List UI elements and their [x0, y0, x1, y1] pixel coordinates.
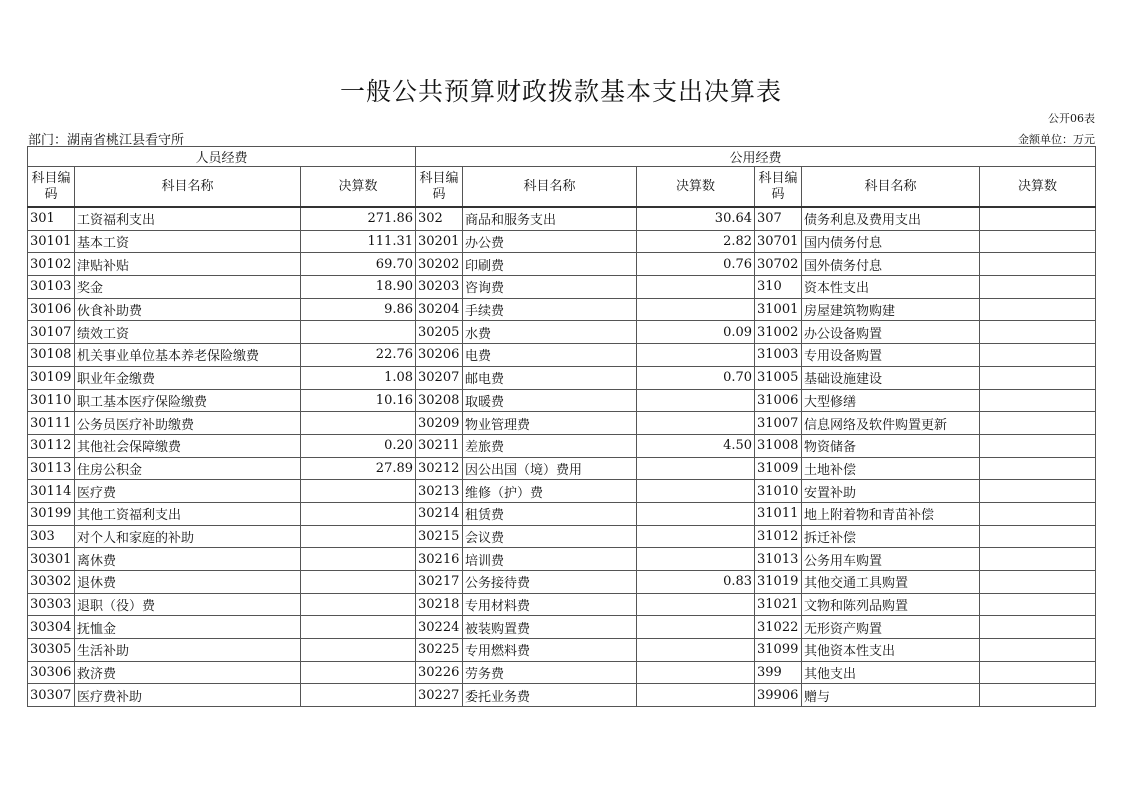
cell-name: 资本性支出: [802, 276, 980, 299]
cell-amount: 9.86: [301, 298, 416, 321]
cell-name: 救济费: [75, 661, 301, 684]
cell-code: 30701: [755, 230, 802, 253]
cell-code: 30112: [28, 434, 75, 457]
department-label: 部门：湖南省桃江县看守所: [28, 133, 185, 148]
cell-amount: [980, 571, 1096, 594]
cell-code: 30215: [416, 525, 463, 548]
cell-code: 30213: [416, 480, 463, 503]
cell-name: 绩效工资: [75, 321, 301, 344]
cell-code: 30202: [416, 253, 463, 276]
cell-name: 工资福利支出: [75, 207, 301, 230]
cell-name: 地上附着物和青苗补偿: [802, 502, 980, 525]
cell-amount: [980, 207, 1096, 230]
table-row: [28, 525, 1096, 548]
cell-code: 30305: [28, 639, 75, 662]
cell-code: 30107: [28, 321, 75, 344]
cell-name: 取暖费: [463, 389, 637, 412]
table-row: [28, 502, 1096, 525]
cell-amount: [980, 684, 1096, 707]
form-number: 公开06表: [1048, 112, 1095, 125]
cell-name: 租赁费: [463, 502, 637, 525]
cell-name: 其他工资福利支出: [75, 502, 301, 525]
cell-amount: [301, 571, 416, 594]
cell-name: 公务接待费: [463, 571, 637, 594]
cell-name: 房屋建筑物购建: [802, 298, 980, 321]
cell-amount: [980, 434, 1096, 457]
cell-name: 信息网络及软件购置更新: [802, 412, 980, 435]
cell-code: 30208: [416, 389, 463, 412]
cell-name: 医疗费: [75, 480, 301, 503]
cell-name: 专用材料费: [463, 593, 637, 616]
cell-name: 退休费: [75, 571, 301, 594]
table-row: [28, 571, 1096, 594]
cell-amount: 111.31: [301, 230, 416, 253]
table-row: [28, 684, 1096, 707]
cell-name: 因公出国（境）费用: [463, 457, 637, 480]
col-header-name: 科目名称: [463, 167, 637, 208]
cell-amount: 0.20: [301, 434, 416, 457]
cell-code: 30226: [416, 661, 463, 684]
cell-code: 30306: [28, 661, 75, 684]
cell-name: 对个人和家庭的补助: [75, 525, 301, 548]
cell-code: 31007: [755, 412, 802, 435]
cell-amount: [637, 616, 755, 639]
cell-amount: [980, 661, 1096, 684]
cell-code: 30206: [416, 344, 463, 367]
cell-name: 水费: [463, 321, 637, 344]
cell-code: 31011: [755, 502, 802, 525]
cell-code: 30227: [416, 684, 463, 707]
cell-amount: 1.08: [301, 366, 416, 389]
cell-code: 30301: [28, 548, 75, 571]
cell-code: 310: [755, 276, 802, 299]
cell-amount: [980, 593, 1096, 616]
cell-code: 30302: [28, 571, 75, 594]
cell-code: 31010: [755, 480, 802, 503]
cell-code: 30209: [416, 412, 463, 435]
cell-code: 31006: [755, 389, 802, 412]
cell-amount: [301, 684, 416, 707]
cell-amount: [301, 616, 416, 639]
cell-code: 30218: [416, 593, 463, 616]
cell-amount: [980, 639, 1096, 662]
cell-code: 31013: [755, 548, 802, 571]
col-header-amount: 决算数: [637, 167, 755, 208]
cell-code: 31001: [755, 298, 802, 321]
cell-name: 其他资本性支出: [802, 639, 980, 662]
cell-amount: [301, 639, 416, 662]
cell-name: 医疗费补助: [75, 684, 301, 707]
cell-amount: 0.70: [637, 366, 755, 389]
cell-code: 307: [755, 207, 802, 230]
cell-name: 维修（护）费: [463, 480, 637, 503]
table-row: [28, 661, 1096, 684]
cell-name: 专用设备购置: [802, 344, 980, 367]
cell-amount: [980, 548, 1096, 571]
cell-amount: [637, 684, 755, 707]
col-header-name: 科目名称: [75, 167, 301, 208]
cell-name: 无形资产购置: [802, 616, 980, 639]
cell-amount: 10.16: [301, 389, 416, 412]
col-header-code: 科目编码: [755, 167, 802, 208]
table-row: [28, 548, 1096, 571]
cell-name: 物资储备: [802, 434, 980, 457]
cell-amount: [301, 593, 416, 616]
table-row: [28, 366, 1096, 389]
cell-code: 30225: [416, 639, 463, 662]
cell-code: 30106: [28, 298, 75, 321]
table-row: [28, 276, 1096, 299]
cell-code: 30101: [28, 230, 75, 253]
table-row: [28, 207, 1096, 230]
cell-name: 办公设备购置: [802, 321, 980, 344]
cell-amount: 30.64: [637, 207, 755, 230]
cell-amount: [980, 366, 1096, 389]
table-row: [28, 344, 1096, 367]
expenditure-table: [27, 146, 1096, 707]
col-header-amount: 决算数: [980, 167, 1096, 208]
cell-name: 会议费: [463, 525, 637, 548]
col-header-name: 科目名称: [802, 167, 980, 208]
table-row: [28, 593, 1096, 616]
cell-amount: [637, 457, 755, 480]
cell-name: 被装购置费: [463, 616, 637, 639]
cell-code: 301: [28, 207, 75, 230]
cell-name: 机关事业单位基本养老保险缴费: [75, 344, 301, 367]
cell-name: 专用燃料费: [463, 639, 637, 662]
cell-code: 30702: [755, 253, 802, 276]
cell-name: 劳务费: [463, 661, 637, 684]
cell-code: 30216: [416, 548, 463, 571]
cell-name: 基础设施建设: [802, 366, 980, 389]
cell-code: 30214: [416, 502, 463, 525]
cell-name: 差旅费: [463, 434, 637, 457]
table-row: [28, 253, 1096, 276]
cell-name: 伙食补助费: [75, 298, 301, 321]
cell-code: 30217: [416, 571, 463, 594]
page-title: 一般公共预算财政拨款基本支出决算表: [339, 77, 782, 106]
cell-name: 基本工资: [75, 230, 301, 253]
cell-amount: [637, 276, 755, 299]
cell-amount: 0.09: [637, 321, 755, 344]
cell-amount: 271.86: [301, 207, 416, 230]
cell-amount: 22.76: [301, 344, 416, 367]
cell-amount: 27.89: [301, 457, 416, 480]
cell-name: 其他社会保障缴费: [75, 434, 301, 457]
cell-amount: [980, 321, 1096, 344]
cell-name: 手续费: [463, 298, 637, 321]
cell-amount: [637, 344, 755, 367]
cell-name: 债务利息及费用支出: [802, 207, 980, 230]
cell-code: 30110: [28, 389, 75, 412]
cell-name: 其他交通工具购置: [802, 571, 980, 594]
cell-code: 30111: [28, 412, 75, 435]
cell-code: 31002: [755, 321, 802, 344]
cell-amount: [980, 480, 1096, 503]
cell-name: 退职（役）费: [75, 593, 301, 616]
cell-name: 大型修缮: [802, 389, 980, 412]
cell-amount: [980, 298, 1096, 321]
cell-amount: [637, 480, 755, 503]
cell-code: 399: [755, 661, 802, 684]
cell-amount: [301, 480, 416, 503]
amount-unit-label: 金额单位：万元: [1018, 133, 1095, 146]
cell-name: 赠与: [802, 684, 980, 707]
cell-name: 国外债务付息: [802, 253, 980, 276]
cell-amount: [637, 593, 755, 616]
cell-amount: [637, 548, 755, 571]
cell-code: 30109: [28, 366, 75, 389]
cell-name: 抚恤金: [75, 616, 301, 639]
cell-amount: [980, 457, 1096, 480]
cell-name: 津贴补贴: [75, 253, 301, 276]
cell-code: 30303: [28, 593, 75, 616]
cell-amount: [637, 389, 755, 412]
cell-name: 商品和服务支出: [463, 207, 637, 230]
cell-code: 31019: [755, 571, 802, 594]
table-body: [28, 207, 1096, 707]
cell-code: 31022: [755, 616, 802, 639]
cell-name: 奖金: [75, 276, 301, 299]
col-header-code: 科目编码: [416, 167, 463, 208]
cell-name: 电费: [463, 344, 637, 367]
cell-name: 土地补偿: [802, 457, 980, 480]
cell-code: 30114: [28, 480, 75, 503]
cell-amount: 69.70: [301, 253, 416, 276]
cell-code: 39906: [755, 684, 802, 707]
cell-amount: [301, 548, 416, 571]
table-row: [28, 480, 1096, 503]
cell-amount: [980, 389, 1096, 412]
cell-amount: [301, 525, 416, 548]
cell-code: 30102: [28, 253, 75, 276]
cell-code: 302: [416, 207, 463, 230]
cell-code: 303: [28, 525, 75, 548]
cell-code: 31008: [755, 434, 802, 457]
cell-name: 离休费: [75, 548, 301, 571]
table-row: [28, 434, 1096, 457]
cell-amount: [980, 616, 1096, 639]
table-row: [28, 298, 1096, 321]
cell-name: 职工基本医疗保险缴费: [75, 389, 301, 412]
cell-name: 办公费: [463, 230, 637, 253]
cell-name: 咨询费: [463, 276, 637, 299]
cell-code: 30211: [416, 434, 463, 457]
section-personnel-header: 人员经费: [28, 147, 416, 167]
cell-name: 文物和陈列品购置: [802, 593, 980, 616]
cell-amount: [637, 525, 755, 548]
cell-code: 30307: [28, 684, 75, 707]
cell-code: 30204: [416, 298, 463, 321]
cell-name: 培训费: [463, 548, 637, 571]
cell-code: 30203: [416, 276, 463, 299]
table-row: [28, 321, 1096, 344]
cell-name: 公务用车购置: [802, 548, 980, 571]
cell-name: 住房公积金: [75, 457, 301, 480]
table-row: [28, 412, 1096, 435]
cell-amount: [637, 661, 755, 684]
cell-amount: [980, 230, 1096, 253]
cell-code: 30199: [28, 502, 75, 525]
cell-name: 委托业务费: [463, 684, 637, 707]
cell-amount: [980, 344, 1096, 367]
table-row: [28, 616, 1096, 639]
cell-code: 30205: [416, 321, 463, 344]
cell-name: 职业年金缴费: [75, 366, 301, 389]
cell-code: 30207: [416, 366, 463, 389]
cell-name: 生活补助: [75, 639, 301, 662]
cell-amount: [980, 253, 1096, 276]
col-header-code: 科目编码: [28, 167, 75, 208]
cell-amount: 0.76: [637, 253, 755, 276]
cell-amount: [980, 525, 1096, 548]
cell-code: 31099: [755, 639, 802, 662]
cell-amount: [980, 412, 1096, 435]
cell-code: 31009: [755, 457, 802, 480]
cell-amount: [637, 412, 755, 435]
cell-name: 印刷费: [463, 253, 637, 276]
cell-name: 国内债务付息: [802, 230, 980, 253]
cell-amount: 18.90: [301, 276, 416, 299]
cell-amount: [980, 502, 1096, 525]
table-row: [28, 457, 1096, 480]
table-row: [28, 389, 1096, 412]
cell-name: 公务员医疗补助缴费: [75, 412, 301, 435]
cell-code: 30103: [28, 276, 75, 299]
cell-amount: [637, 298, 755, 321]
cell-amount: [301, 661, 416, 684]
cell-name: 安置补助: [802, 480, 980, 503]
cell-code: 31012: [755, 525, 802, 548]
table-row: [28, 230, 1096, 253]
cell-code: 31003: [755, 344, 802, 367]
cell-code: 31005: [755, 366, 802, 389]
cell-amount: [301, 321, 416, 344]
cell-name: 拆迁补偿: [802, 525, 980, 548]
cell-code: 30304: [28, 616, 75, 639]
cell-amount: [301, 412, 416, 435]
cell-code: 31021: [755, 593, 802, 616]
cell-amount: [980, 276, 1096, 299]
table-row: [28, 639, 1096, 662]
cell-amount: [637, 502, 755, 525]
cell-amount: 0.83: [637, 571, 755, 594]
cell-code: 30108: [28, 344, 75, 367]
cell-code: 30113: [28, 457, 75, 480]
cell-amount: [301, 502, 416, 525]
cell-name: 物业管理费: [463, 412, 637, 435]
section-public-header: 公用经费: [416, 147, 1096, 167]
cell-amount: [637, 639, 755, 662]
cell-code: 30201: [416, 230, 463, 253]
cell-name: 其他支出: [802, 661, 980, 684]
cell-code: 30212: [416, 457, 463, 480]
col-header-amount: 决算数: [301, 167, 416, 208]
cell-amount: 2.82: [637, 230, 755, 253]
cell-amount: 4.50: [637, 434, 755, 457]
cell-code: 30224: [416, 616, 463, 639]
cell-name: 邮电费: [463, 366, 637, 389]
